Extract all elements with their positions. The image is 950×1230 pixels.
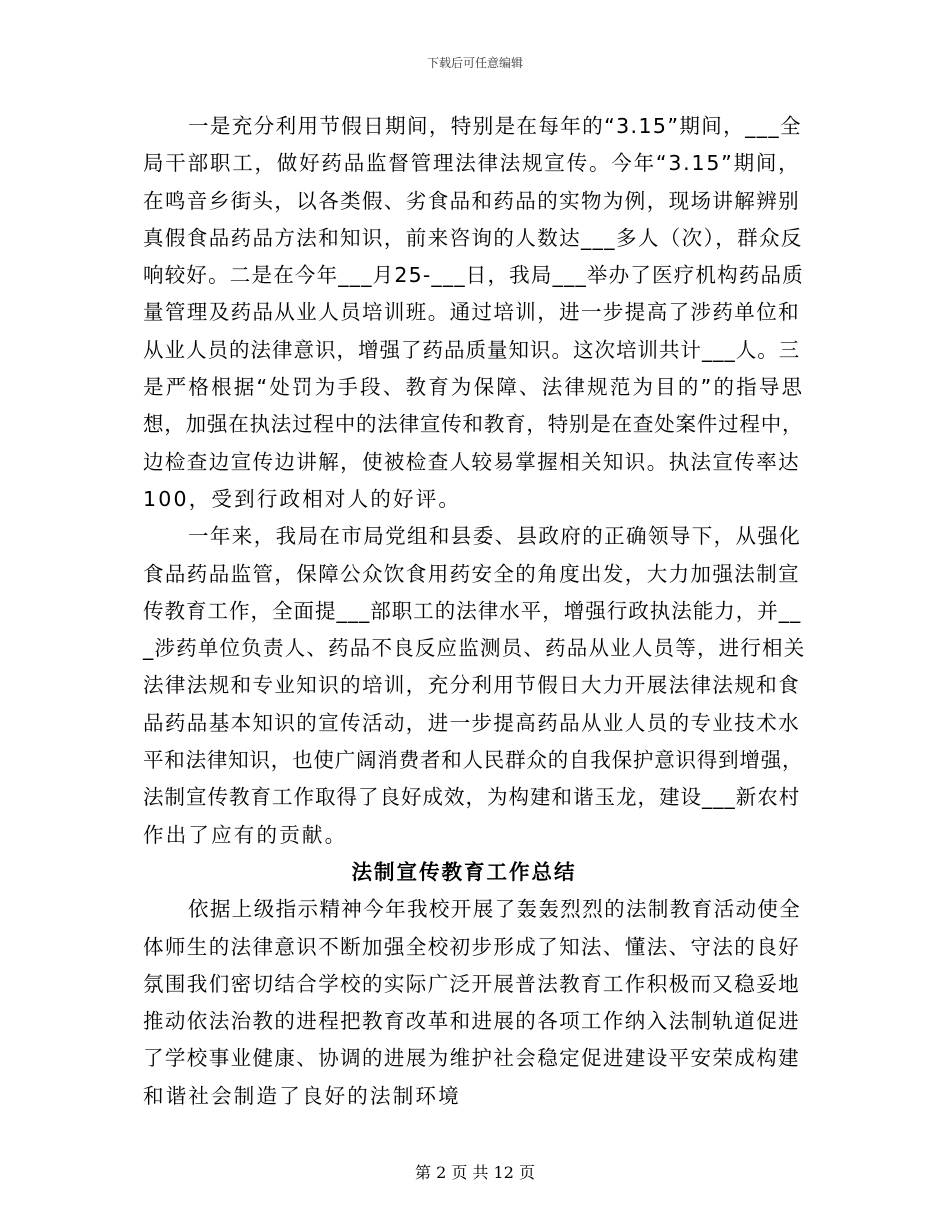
text-line: 和谐社会制造了良好的法制环境 [143, 1083, 461, 1108]
text-line: 从业人员的法律意识，增强了药品质量知识。这次培训共计___人。三 [143, 337, 801, 362]
section-paragraph [143, 891, 805, 1115]
text-line: 一是充分利用节假日期间，特别是在每年的“3.15”期间，___全 [188, 114, 802, 138]
text-line: 氛围我们密切结合学校的实际广泛开展普法教育工作积极而又稳妥地 [143, 971, 800, 996]
text-line: 局干部职工，做好药品监督管理法律法规宣传。今年“3.15”期间， [143, 151, 801, 176]
text-line: 了学校事业健康、协调的进展为维护社会稳定促进建设平安荣成构建 [143, 1046, 800, 1071]
text-line: 100，受到行政相对人的好评。 [143, 486, 462, 511]
text-line: 作出了应有的贡献。 [143, 822, 348, 847]
text-line: _涉药单位负责人、药品不良反应监测员、药品从业人员等，进行相关 [143, 636, 806, 661]
paragraph-2 [143, 518, 805, 854]
text-line: 推动依法治教的进程把教育改革和进展的各项工作纳入法制轨道促进 [143, 1009, 800, 1034]
text-line: 法制宣传教育工作取得了良好成效，为构建和谐玉龙，建设___新农村 [143, 785, 801, 810]
section-title: 法制宣传教育工作总结 [351, 859, 577, 884]
text-line: 品药品基本知识的宣传活动，进一步提高药品从业人员的专业技术水 [143, 710, 800, 735]
text-line: 响较好。二是在今年___月25-___日，我局___举办了医疗机构药品质 [143, 263, 804, 288]
text-line: 量管理及药品从业人员培训班。通过培训，进一步提高了涉药单位和 [143, 300, 800, 325]
text-line: 平和法律知识，也使广阔消费者和人民群众的自我保护意识得到增强， [143, 748, 804, 773]
text-line: 真假食品药品方法和知识，前来咨询的人数达___多人（次），群众反 [143, 225, 803, 250]
paragraph-1 [143, 108, 805, 518]
text-line: 边检查边宣传边讲解，使被检查人较易掌握相关知识。执法宣传率达 [143, 449, 800, 474]
text-line: 法律法规和专业知识的培训，充分利用节假日大力开展法律法规和食 [143, 673, 800, 698]
text-line: 想，加强在执法过程中的法律宣传和教育，特别是在查处案件过程中， [143, 412, 804, 437]
text-line: 依据上级指示精神今年我校开展了轰轰烈烈的法制教育活动使全 [188, 897, 802, 922]
text-line: 体师生的法律意识不断加强全校初步形成了知法、懂法、守法的良好 [143, 934, 800, 959]
page-header: 下载后可任意编辑 [426, 56, 523, 70]
text-line: 一年来，我局在市局党组和县委、县政府的正确领导下，从强化 [188, 524, 802, 549]
text-line: 传教育工作，全面提___部职工的法律水平，增强行政执法能力，并__ [143, 598, 802, 623]
text-line: 食品药品监管，保障公众饮食用药安全的角度出发，大力加强法制宣 [143, 561, 800, 586]
document-body [143, 108, 805, 1115]
text-line: 是严格根据“处罚为手段、教育为保障、法律规范为目的”的指导思 [143, 375, 805, 400]
text-line: 在鸣音乡街头，以各类假、劣食品和药品的实物为例，现场讲解辨别 [143, 188, 800, 213]
page-number: 第 2 页 共 12 页 [415, 1163, 535, 1182]
